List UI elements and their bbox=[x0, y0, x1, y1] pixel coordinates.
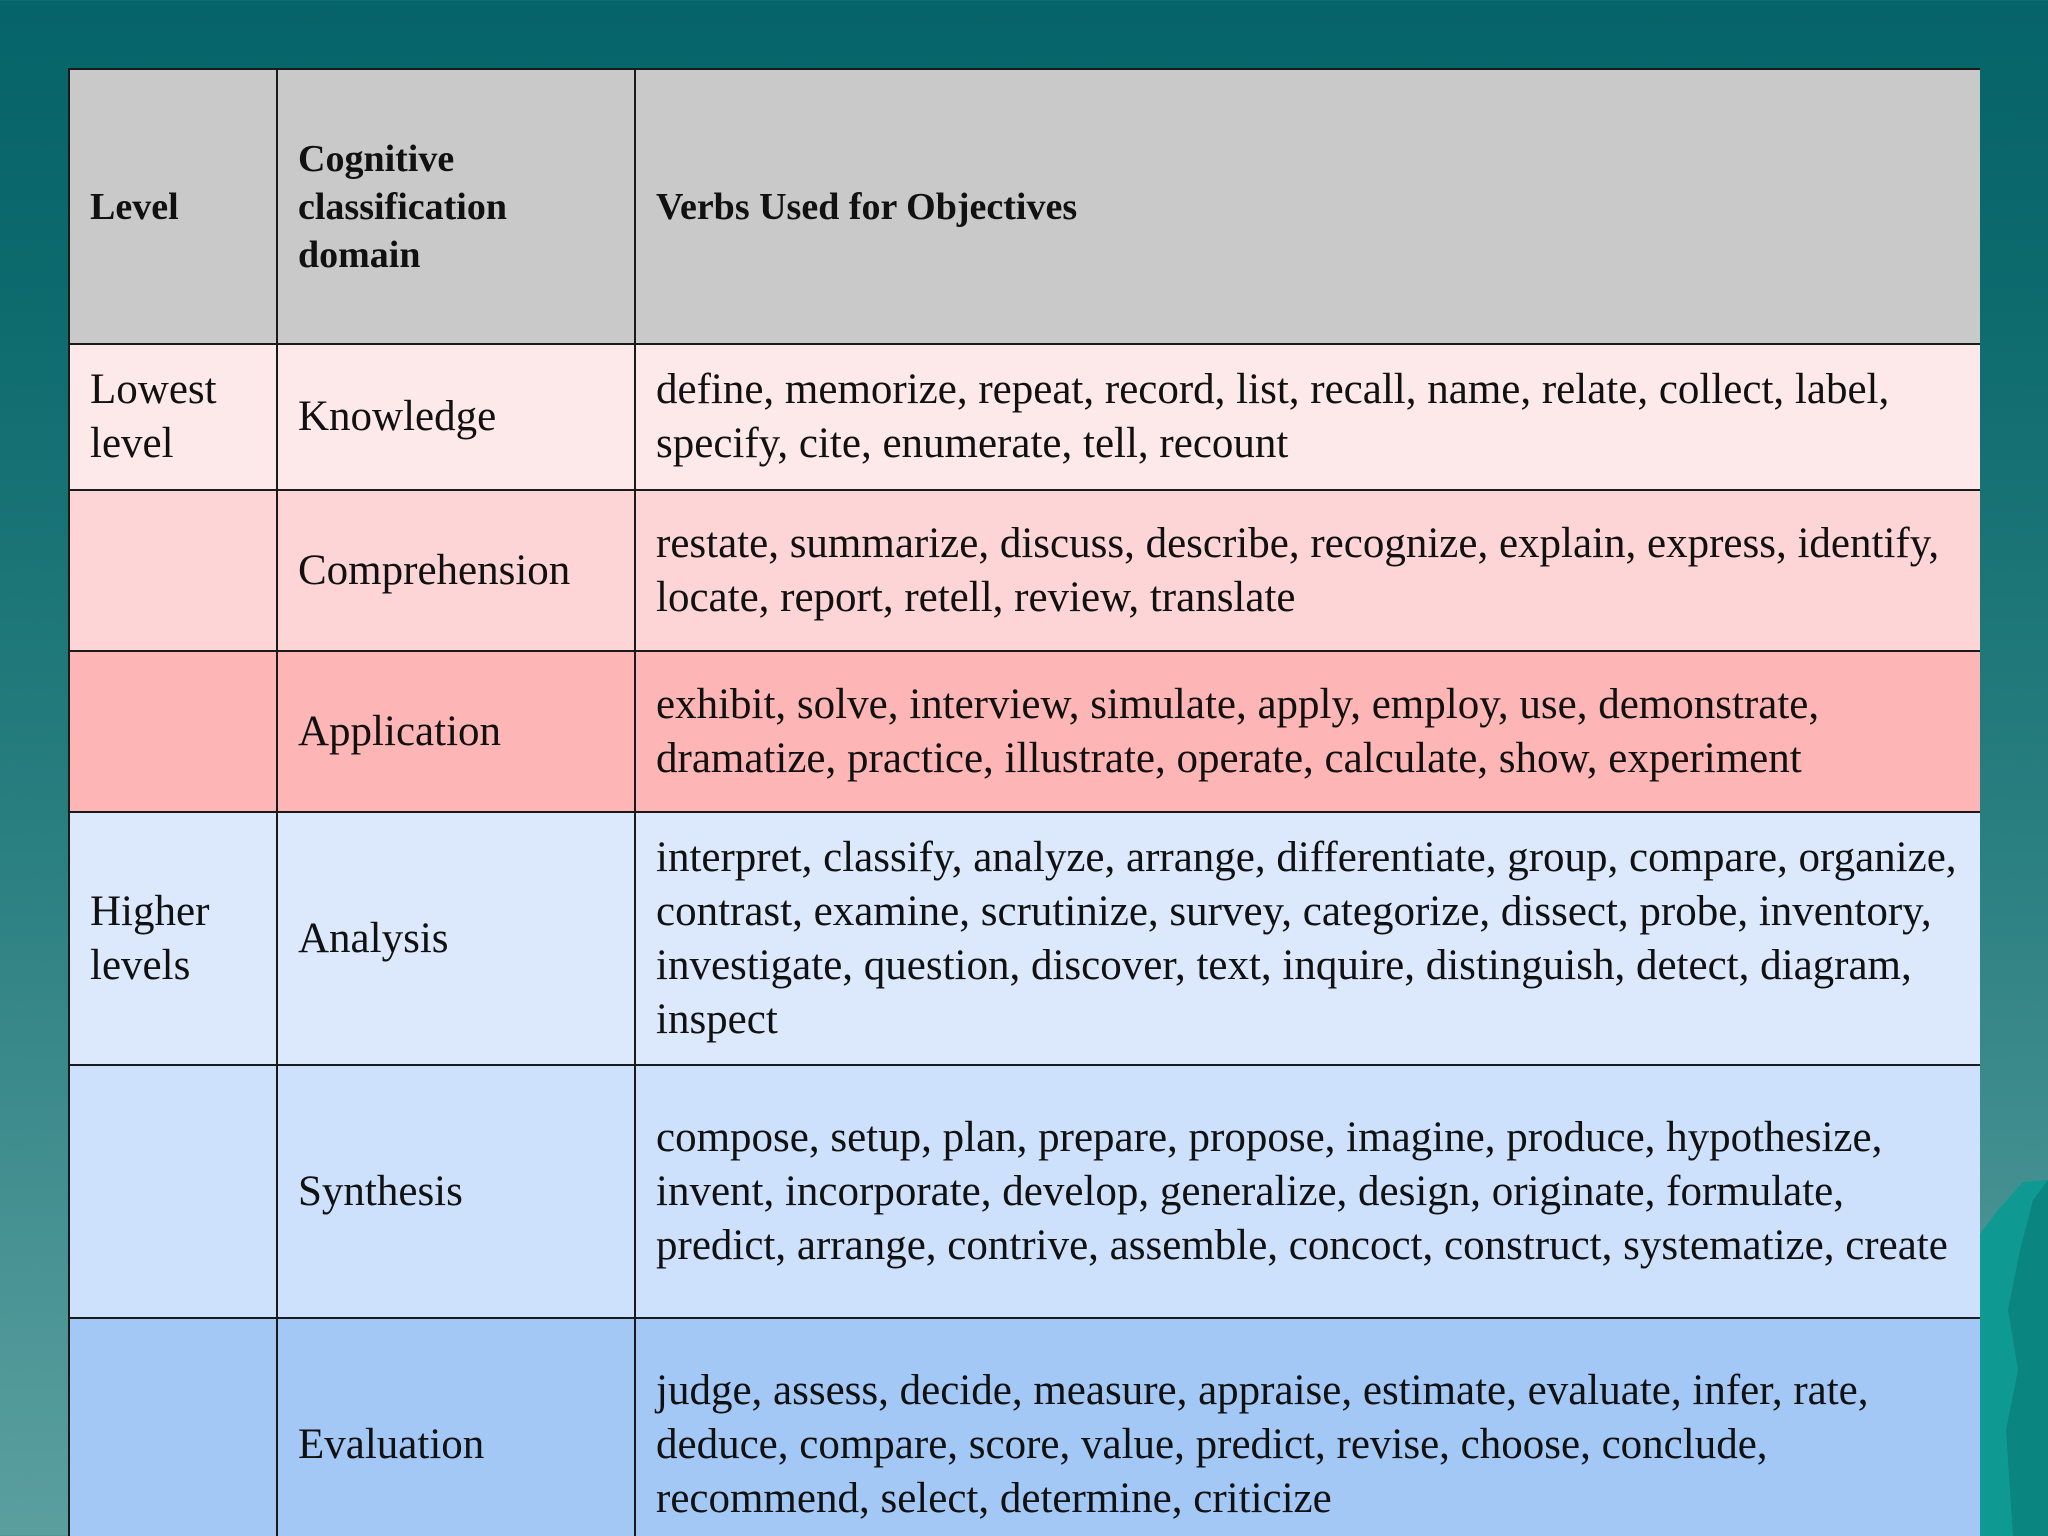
cell-domain: Analysis bbox=[277, 812, 635, 1065]
cell-verbs: restate, summarize, discuss, describe, recognize, explain, express, identify, locate, report, retell, review, translate bbox=[635, 490, 1980, 651]
header-cognitive-domain: Cognitive classification domain bbox=[277, 69, 635, 344]
table-row-application bbox=[69, 651, 1980, 812]
table-header-row bbox=[69, 69, 1980, 344]
cell-level bbox=[69, 1065, 277, 1318]
table-row-analysis bbox=[69, 812, 1980, 1065]
cell-level: Higher levels bbox=[69, 812, 277, 1065]
table-row-synthesis bbox=[69, 1065, 1980, 1318]
objectives-table-container bbox=[68, 68, 1980, 1536]
cell-verbs: compose, setup, plan, prepare, propose, imagine, produce, hypothesize, invent, incorporate, develop, generalize, design, originate, formulate, predict, arrange, contrive, assemble, concoct, construct, systematize, create bbox=[635, 1065, 1980, 1318]
cell-domain: Comprehension bbox=[277, 490, 635, 651]
cell-domain: Synthesis bbox=[277, 1065, 635, 1318]
cell-level bbox=[69, 651, 277, 812]
blooms-taxonomy-table bbox=[68, 68, 1980, 1536]
table-row-evaluation bbox=[69, 1318, 1980, 1536]
header-level: Level bbox=[69, 69, 277, 344]
cell-verbs: judge, assess, decide, measure, appraise, estimate, evaluate, infer, rate, deduce, compare, score, value, predict, revise, choose, conclude, recommend, select, determine, criticize bbox=[635, 1318, 1980, 1536]
header-verbs: Verbs Used for Objectives bbox=[635, 69, 1980, 344]
cell-level: Lowest level bbox=[69, 344, 277, 490]
table-row-comprehension bbox=[69, 490, 1980, 651]
cell-verbs: interpret, classify, analyze, arrange, differentiate, group, compare, organize, contrast, examine, scrutinize, survey, categorize, dissect, probe, inventory, investigate, question, discover, text, inquire, distinguish, detect, diagram, inspect bbox=[635, 812, 1980, 1065]
cell-level bbox=[69, 490, 277, 651]
table-row-knowledge bbox=[69, 344, 1980, 490]
cell-domain: Knowledge bbox=[277, 344, 635, 490]
cell-domain: Evaluation bbox=[277, 1318, 635, 1536]
cell-level bbox=[69, 1318, 277, 1536]
cell-domain: Application bbox=[277, 651, 635, 812]
cell-verbs: exhibit, solve, interview, simulate, apply, employ, use, demonstrate, dramatize, practice, illustrate, operate, calculate, show, experiment bbox=[635, 651, 1980, 812]
cell-verbs: define, memorize, repeat, record, list, recall, name, relate, collect, label, specify, cite, enumerate, tell, recount bbox=[635, 344, 1980, 490]
